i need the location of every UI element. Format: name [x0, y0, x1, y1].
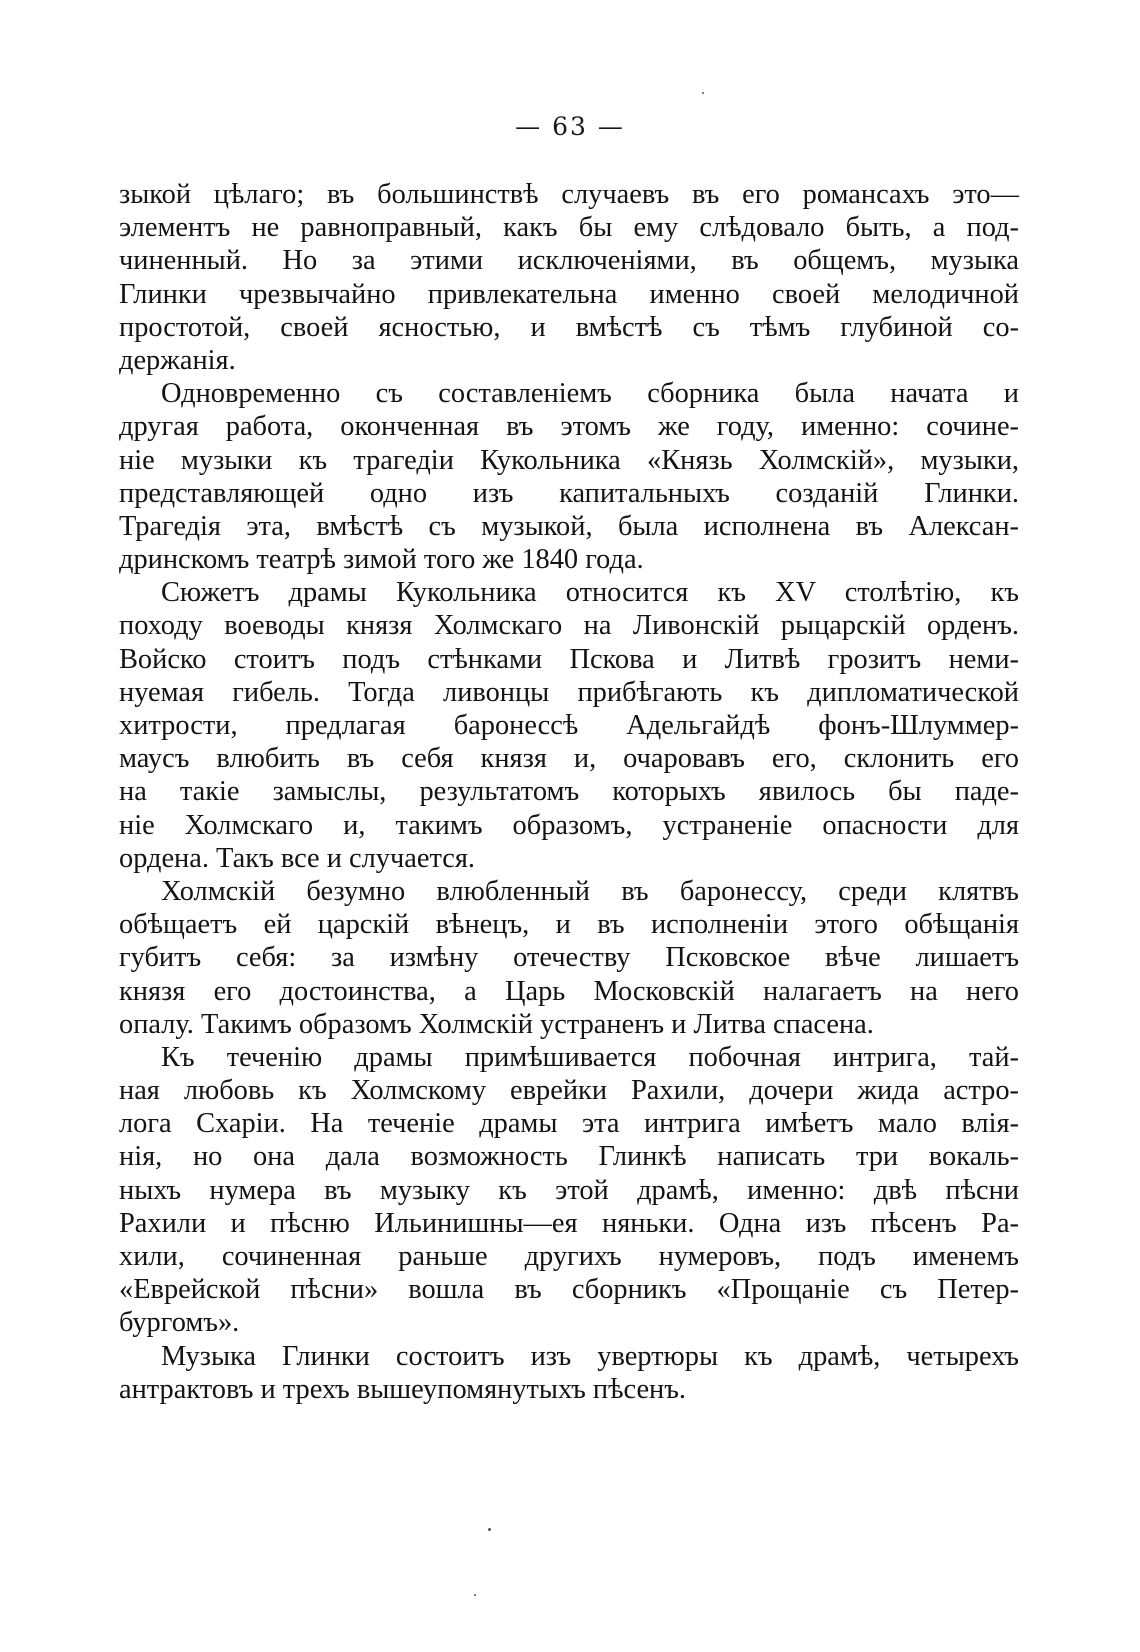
- text-line: простотой, своей ясностью, и вмѣстѣ съ тѣмъ глубиной со-: [119, 311, 1019, 343]
- text-line: чиненный. Но за этими исключеніями, въ общемъ, музыка: [119, 245, 1019, 277]
- text-line: обѣщаетъ ей царскій вѣнецъ, и въ исполненіи этого обѣщанія: [119, 909, 1019, 941]
- text-line: князя его достоинства, а Царь Московскій налагаетъ на него: [119, 975, 1019, 1007]
- text-line: ныхъ нумера въ музыку къ этой драмѣ, именно: двѣ пѣсни: [119, 1174, 1019, 1206]
- text-line: «Еврейской пѣсни» вошла въ сборникъ «Прощаніе съ Петер-: [119, 1274, 1019, 1306]
- paragraph: [119, 377, 1019, 576]
- print-speck: [474, 1594, 476, 1596]
- text-line: ніе музыки къ трагедіи Кукольника «Князь Холмскій», музыки,: [119, 444, 1019, 476]
- text-line: Къ теченію драмы примѣшивается побочная интрига, тай-: [161, 1041, 1019, 1073]
- text-line: нуемая гибель. Тогда ливонцы прибѣгають къ дипломатической: [119, 676, 1019, 708]
- paragraph: [119, 1041, 1019, 1340]
- text-line: на такіе замыслы, результатомъ которыхъ явилось бы паде-: [119, 776, 1019, 808]
- text-line: ордена. Такъ все и случается.: [119, 842, 475, 874]
- text-line: Сюжетъ драмы Кукольника относится къ XV столѣтію, къ: [161, 577, 1019, 609]
- text-line: хили, сочиненная раньше другихъ нумеровъ, подъ именемъ: [119, 1241, 1019, 1272]
- text-line: ніе Холмскаго и, такимъ образомъ, устраненіе опасности для: [119, 809, 1019, 841]
- text-line: Музыка Глинки состоитъ изъ увертюры къ драмѣ, четырехъ: [161, 1340, 1019, 1372]
- paragraph: [119, 875, 1019, 1041]
- text-line: антрактовъ и трехъ вышеупомянутыхъ пѣсенъ.: [119, 1373, 687, 1405]
- text-line: зыкой цѣлаго; въ большинствѣ случаевъ въ его романсахъ это—: [119, 179, 1019, 210]
- print-speck: [702, 92, 704, 94]
- text-line: маусъ влюбить въ себя князя и, очаровавъ его, склонить его: [119, 743, 1019, 775]
- page-number: — 63 —: [515, 112, 625, 141]
- text-line: Холмскій безумно влюбленный въ баронессу, среди клятвъ: [161, 875, 1019, 907]
- body-text: [119, 178, 1019, 1406]
- text-line: Трагедія эта, вмѣстѣ съ музыкой, была исполнена въ Алексан-: [119, 510, 1019, 542]
- text-line: Рахили и пѣсню Ильинишны—ея няньки. Одна изъ пѣсенъ Ра-: [119, 1207, 1019, 1239]
- text-line: губитъ себя: за измѣну отечеству Псковское вѣче лишаетъ: [119, 942, 1019, 974]
- text-line: держанія.: [119, 344, 236, 376]
- text-line: Войско стоитъ подъ стѣнками Пскова и Литвѣ грозитъ неми-: [119, 643, 1019, 675]
- paragraph: [119, 1340, 1019, 1406]
- text-line: опалу. Такимъ образомъ Холмскій устраненъ и Литва спасена.: [119, 1008, 874, 1040]
- text-line: представляющей одно изъ капитальныхъ созданій Глинки.: [119, 477, 1019, 509]
- paragraph: [119, 178, 1019, 377]
- text-line: другая работа, оконченная въ этомъ же году, именно: сочине-: [119, 411, 1019, 443]
- text-line: элементъ не равноправный, какъ бы ему слѣдовало быть, а под-: [119, 212, 1019, 244]
- text-line: походу воеводы князя Холмскаго на Ливонскій рыцарскій орденъ.: [119, 610, 1019, 642]
- text-line: нія, но она дала возможность Глинкѣ написать три вокаль-: [119, 1141, 1019, 1173]
- text-line: Глинки чрезвычайно привлекательна именно своей мелодичной: [119, 278, 1019, 310]
- text-line: Одновременно съ составленіемъ сборника была начата и: [161, 378, 1019, 410]
- text-line: хитрости, предлагая баронессѣ Адельгайдѣ фонъ-Шлуммер-: [119, 710, 1019, 741]
- paragraph: [119, 576, 1019, 875]
- text-line: ная любовь къ Холмскому еврейки Рахили, дочери жида астро-: [119, 1075, 1019, 1107]
- text-line: бургомъ».: [119, 1307, 240, 1339]
- print-speck: [488, 1528, 491, 1531]
- text-line: дринскомъ театрѣ зимой того же 1840 года.: [119, 544, 644, 576]
- text-line: лога Схаріи. На теченіе драмы эта интрига имѣетъ мало влія-: [119, 1108, 1019, 1140]
